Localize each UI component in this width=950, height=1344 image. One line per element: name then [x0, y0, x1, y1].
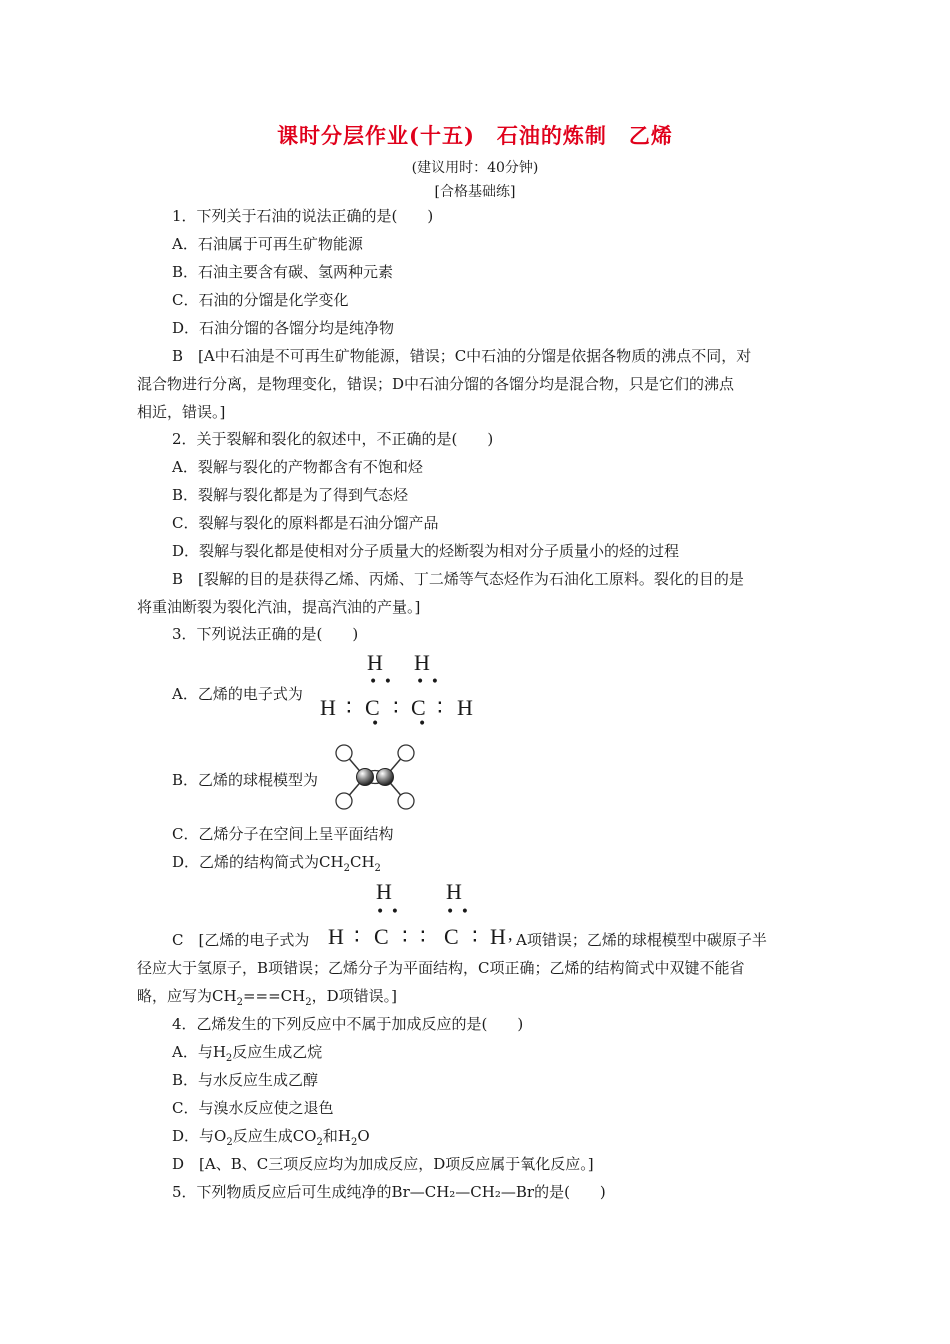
- page-title: 课时分层作业(十五) 石油的炼制 乙烯: [277, 123, 673, 148]
- formula-colon: ∶: [420, 924, 426, 949]
- electron-pair-dots: • •: [376, 904, 400, 920]
- formula-colon: ∶: [437, 695, 443, 720]
- q1-option-d: D．石油分馏的各馏分均是纯净物: [172, 319, 395, 337]
- electron-pair-dots: • •: [446, 904, 470, 920]
- q4-option-a: A．与$H_2$反应生成乙烷: [172, 1043, 323, 1064]
- q4-stem: 4．乙烯发生的下列反应中不属于加成反应的是( ): [172, 1015, 524, 1033]
- formula-colon: ∶: [346, 695, 352, 720]
- q3-answer-line2: 径应大于氢原子，B项错误；乙烯分子为平面结构，C项正确；乙烯的结构简式中双键不能省: [137, 959, 745, 977]
- suggested-time: (建议用时：40分钟): [411, 160, 539, 176]
- formula-h: H: [320, 695, 336, 720]
- formula-c: C: [444, 924, 459, 949]
- q3-answer-line3: 略，应写为$CH_2===CH_2$，D项错误。]: [137, 987, 397, 1008]
- q2-answer-line1: B [裂解的目的是获得乙烯、丙烯、丁二烯等气态烃作为石油化工原料。裂化的目的是: [172, 570, 744, 588]
- q4-answer: D [A、B、C三项反应均为加成反应，D项反应属于氧化反应。]: [172, 1155, 594, 1173]
- q2-option-c: C．裂解与裂化的原料都是石油分馏产品: [172, 514, 439, 532]
- q1-answer-line1: B [A中石油是不可再生矿物能源，错误；C中石油的分馏是依据各物质的沸点不同，对: [172, 347, 752, 365]
- electron-pair-dots: • •: [369, 674, 393, 690]
- formula-c: C: [374, 924, 389, 949]
- q3-option-d: D．乙烯的结构简式为$CH_2CH_2$: [172, 853, 381, 874]
- q3-answer-prefix: C [乙烯的电子式为: [172, 931, 310, 949]
- q1-option-b: B．石油主要含有碳、氢两种元素: [172, 263, 394, 281]
- q4-option-b: B．与水反应生成乙醇: [172, 1071, 319, 1089]
- formula-c: C: [411, 695, 426, 720]
- formula-colon: ∶: [472, 924, 478, 949]
- q4-option-c: C．与溴水反应使之退色: [172, 1099, 334, 1117]
- q1-option-c: C．石油的分馏是化学变化: [172, 291, 349, 309]
- ball-stick-model-image: [330, 743, 420, 811]
- formula-h: H: [457, 695, 473, 720]
- formula-colon: ∶: [393, 695, 399, 720]
- q2-answer-line2: 将重油断裂为裂化汽油，提高汽油的产量。]: [137, 598, 421, 616]
- q1-answer-line2: 混合物进行分离，是物理变化，错误；D中石油分馏的各馏分均是混合物，只是它们的沸点: [137, 375, 735, 393]
- formula-h: H: [328, 924, 344, 949]
- q2-option-b: B．裂解与裂化都是为了得到气态烃: [172, 486, 409, 504]
- q3-option-c: C．乙烯分子在空间上呈平面结构: [172, 825, 394, 843]
- q1-option-a: A．石油属于可再生矿物能源: [172, 235, 363, 253]
- q4-option-d: D．与$O_2$反应生成$CO_2$和$H_2O$: [172, 1127, 370, 1148]
- formula-colon: ∶: [354, 924, 360, 949]
- q2-stem: 2．关于裂解和裂化的叙述中，不正确的是( ): [172, 430, 494, 448]
- formula-h: H: [446, 879, 462, 904]
- q3-answer-suffix: A项错误；乙烯的球棍模型中碳原子半: [516, 931, 767, 949]
- formula-colon: ∶: [402, 924, 408, 949]
- section-heading: [合格基础练]: [434, 184, 516, 200]
- electron-pair-dots: • •: [416, 674, 440, 690]
- formula-h: H: [367, 650, 383, 675]
- formula-h: H: [414, 650, 430, 675]
- q3-option-b-label: B．乙烯的球棍模型为: [172, 771, 319, 789]
- q1-answer-line3: 相近，错误。]: [137, 403, 226, 421]
- electron-dot: •: [371, 716, 381, 732]
- formula-comma: ,: [508, 924, 513, 944]
- q2-option-d: D．裂解与裂化都是使相对分子质量大的烃断裂为相对分子质量小的烃的过程: [172, 542, 680, 560]
- electron-dot: •: [418, 716, 428, 732]
- q5-stem: 5．下列物质反应后可生成纯净的Br—CH₂—CH₂—Br的是( ): [172, 1183, 606, 1201]
- q1-stem: 1．下列关于石油的说法正确的是( ): [172, 207, 434, 225]
- formula-h: H: [490, 924, 506, 949]
- formula-h: H: [376, 879, 392, 904]
- q3-option-a-label: A．乙烯的电子式为: [172, 685, 303, 703]
- formula-c: C: [365, 695, 380, 720]
- q3-stem: 3．下列说法正确的是( ): [172, 625, 359, 643]
- q2-option-a: A．裂解与裂化的产物都含有不饱和烃: [172, 458, 423, 476]
